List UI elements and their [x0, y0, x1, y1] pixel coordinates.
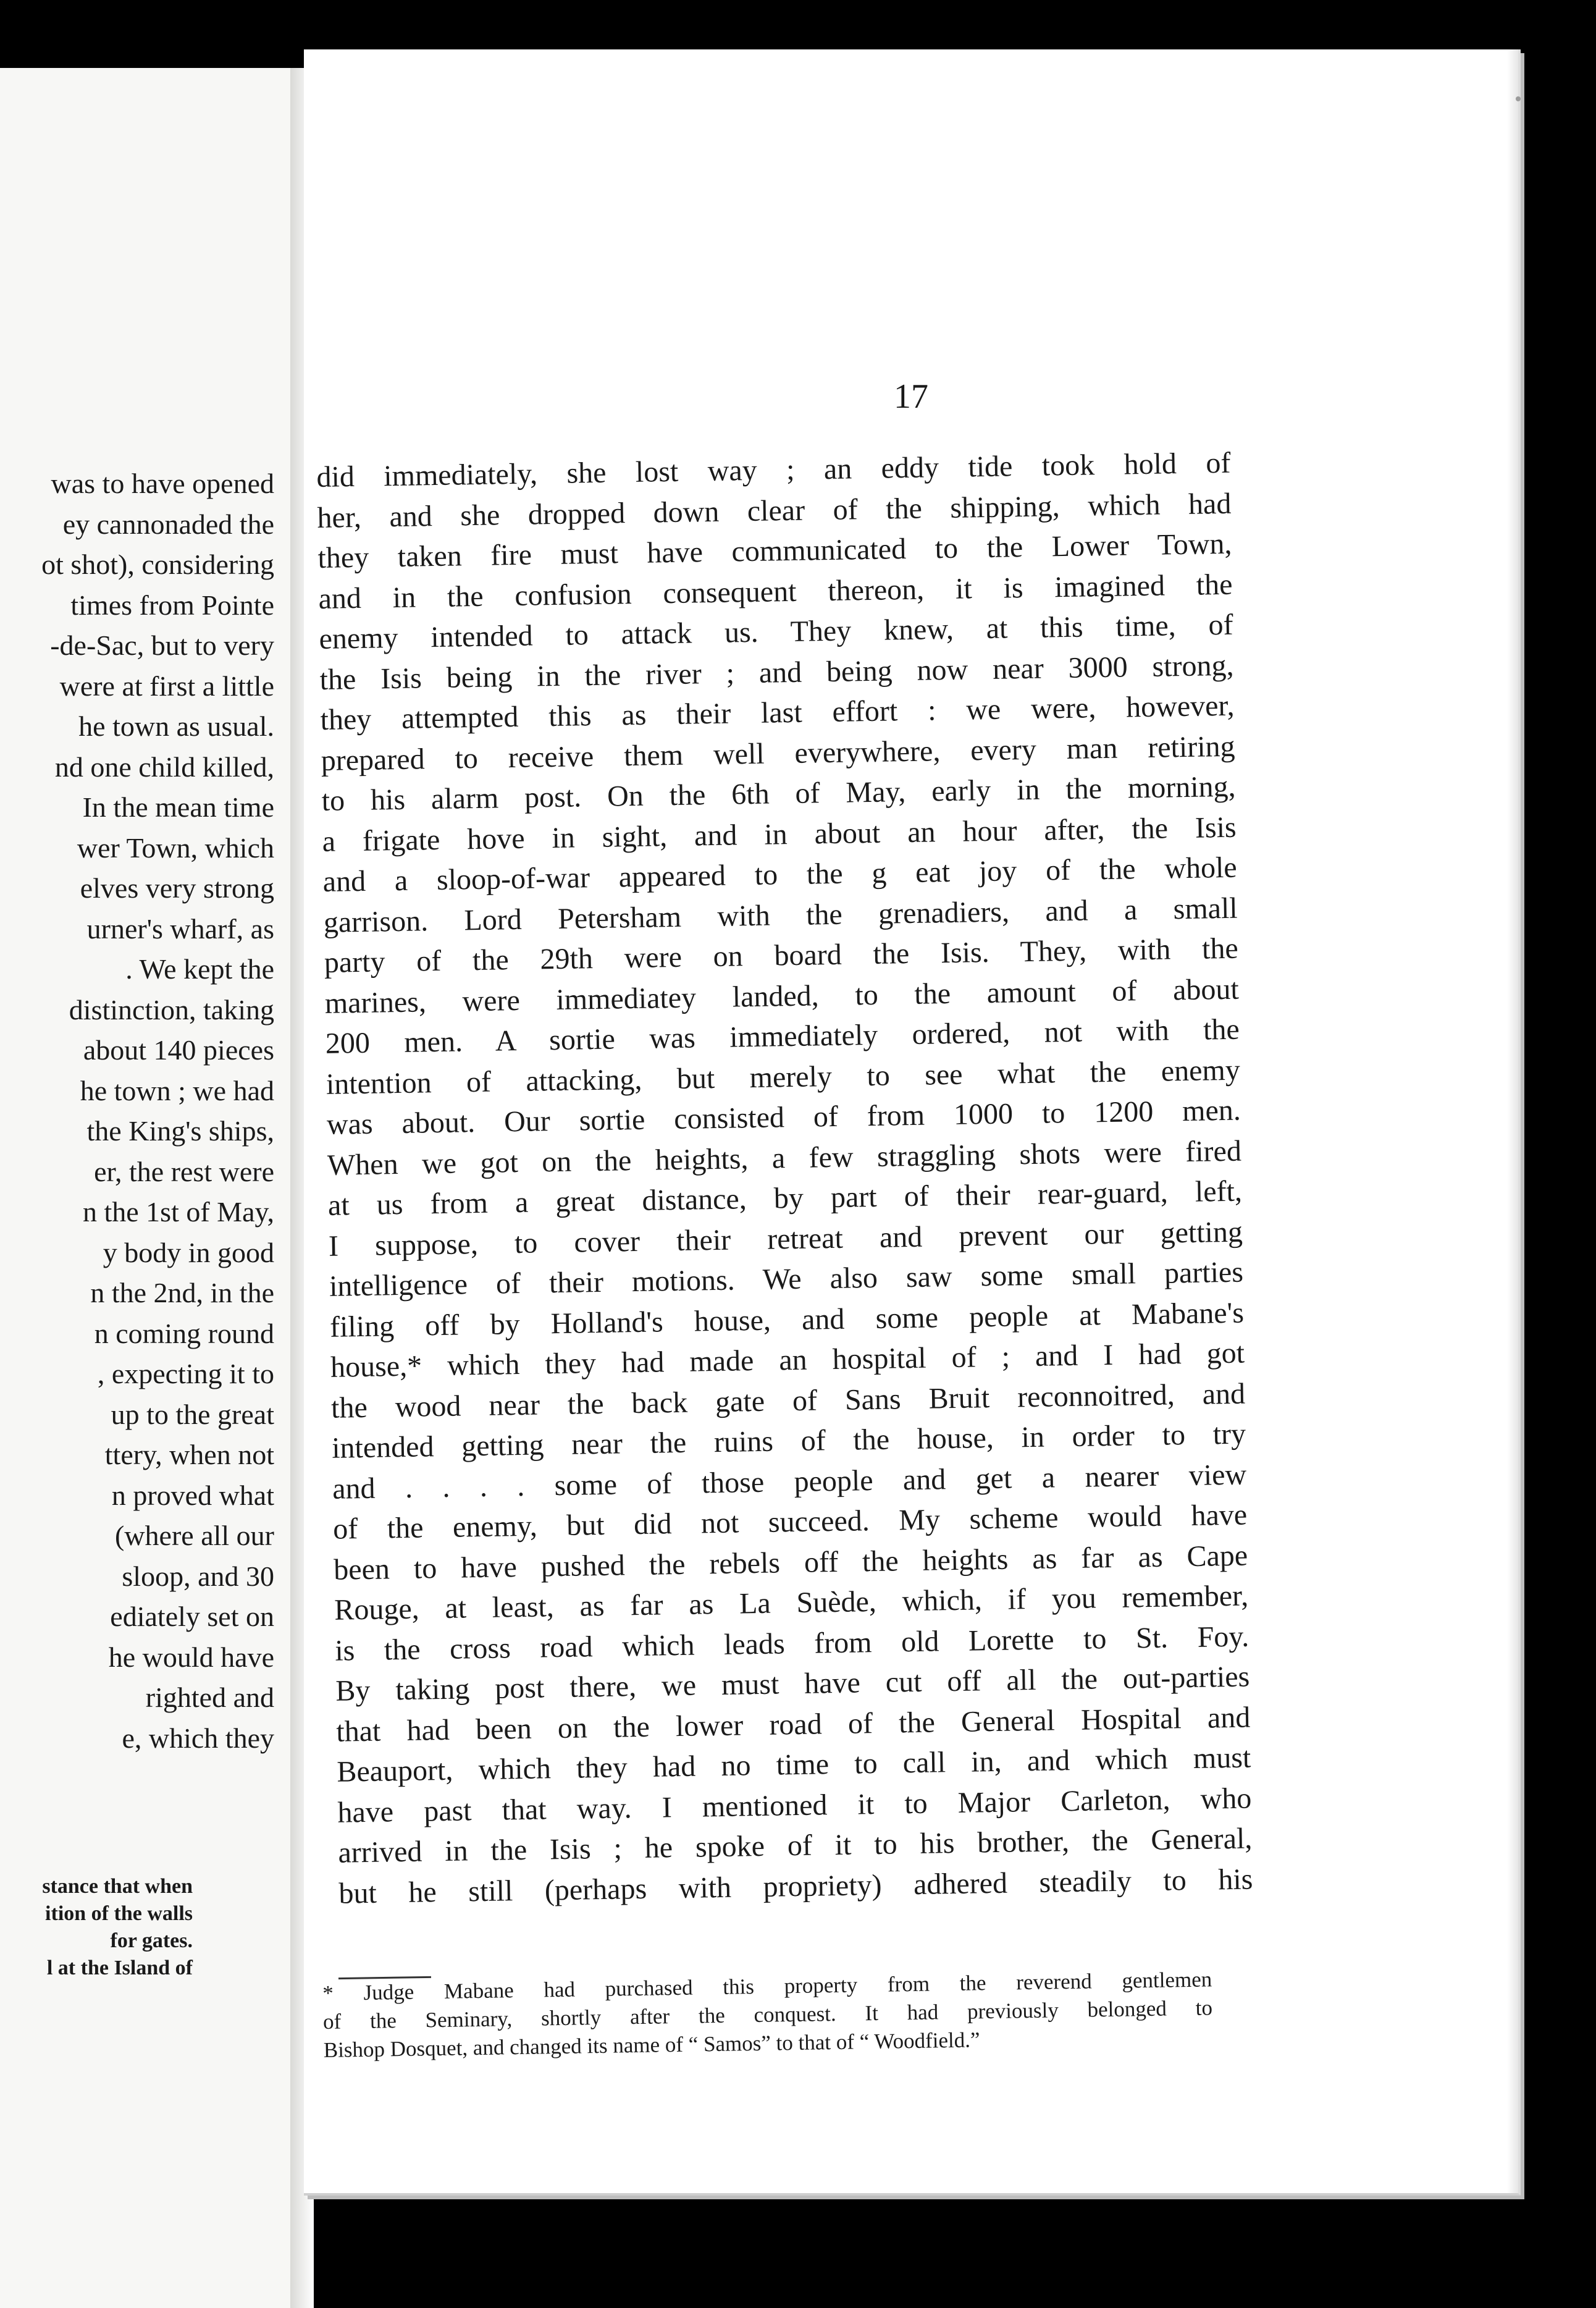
left-page [0, 68, 295, 2308]
left-page-line: er, the rest were [94, 1155, 274, 1187]
body-line: was about. Our sortie consisted of from 1000 to 1200 men. [326, 1093, 1241, 1141]
body-line: of the enemy, but did not succeed. My scheme would have [332, 1498, 1248, 1546]
left-page-note-line: for gates. [110, 1929, 193, 1952]
body-line: intended getting near the ruins of the house, in order to try [331, 1417, 1246, 1465]
left-page-line: e, which they [122, 1722, 274, 1754]
page-edge [1507, 49, 1518, 2193]
body-line: arrived in the Isis ; he spoke of it to his brother, the General, [338, 1822, 1253, 1869]
body-line: intention of attacking, but merely to see what the enemy [326, 1053, 1241, 1101]
body-line: a frigate hove in sight, and in about an hour after, the Isis [322, 811, 1237, 858]
left-page-note-line: ition of the walls [45, 1902, 193, 1925]
left-page-line: n proved what [111, 1479, 274, 1511]
body-line: When we got on the heights, a few straggling shots were fired [327, 1134, 1242, 1182]
body-line: they taken fire must have communicated to the Lower Town, [317, 527, 1232, 575]
body-line: marines, were immediatey landed, to the amount of about [324, 972, 1240, 1020]
left-page-line: , expecting it to [97, 1358, 274, 1389]
left-page-text [0, 463, 274, 1758]
left-page-note-line: stance that when [42, 1875, 193, 1898]
left-page-line: righted and [145, 1682, 274, 1713]
body-line: prepared to receive them well everywhere, every man retiring [321, 730, 1235, 777]
left-page-line: ediately set on [110, 1601, 274, 1632]
body-line: I suppose, to cover their retreat and prevent our getting [328, 1215, 1243, 1263]
left-page-line: y body in good [103, 1236, 274, 1268]
body-line: Beauport, which they had no time to call in, and which must [337, 1741, 1251, 1788]
body-line: her, and she dropped down clear of the shipping, which had [317, 487, 1232, 534]
body-line: have past that way. I mentioned it to Major Carleton, who [337, 1781, 1252, 1829]
body-line: and in the confusion consequent thereon, it is imagined the [318, 568, 1233, 615]
left-page-line: ey cannonaded the [62, 508, 274, 540]
left-page-line: he town ; we had [80, 1074, 274, 1106]
body-line: 200 men. A sortie was immediately ordered, not with the [325, 1013, 1240, 1060]
body-line: they attempted this as their last effort : we were, however, [320, 689, 1235, 736]
body-line: that had been on the lower road of the General Hospital and [335, 1701, 1251, 1748]
left-page-line: (where all our [115, 1520, 274, 1551]
body-line: house,* which they had made an hospital of ; and I had got [330, 1336, 1245, 1384]
left-page-line: In the mean time [82, 791, 274, 823]
left-page-line: wer Town, which [77, 832, 274, 864]
left-page-line: ttery, when not [104, 1439, 274, 1470]
body-line: enemy intended to attack us. They knew, at this time, of [319, 608, 1233, 655]
footnote [322, 1965, 1213, 2065]
left-page-line: elves very strong [80, 872, 274, 904]
left-page-line: -de-Sac, but to very [50, 630, 274, 661]
body-line: filing off by Holland's house, and some people at Mabane's [329, 1296, 1245, 1344]
body-line: to his alarm post. On the 6th of May, early in the morning, [321, 770, 1236, 817]
left-page-line: n coming round [94, 1317, 274, 1349]
left-page-line: distinction, taking [69, 993, 274, 1026]
body-line: at us from a great distance, by part of their rear-guard, left, [327, 1174, 1243, 1222]
body-line: did immediately, she lost way ; an eddy tide took hold of [316, 446, 1231, 494]
left-page-line: n the 2nd, in the [90, 1277, 274, 1308]
left-page-line: were at first a little [59, 670, 274, 702]
body-line: but he still (perhaps with propriety) adhered steadily to his [338, 1862, 1253, 1910]
right-page [304, 49, 1521, 2196]
footnote-line: of the Seminary, shortly after the conquest. It had previously belonged to [322, 1995, 1213, 2034]
body-line: Rouge, at least, as far as La Suède, which, if you remember, [334, 1579, 1249, 1627]
page-number: 17 [894, 377, 928, 416]
left-page-line: about 140 pieces [83, 1034, 274, 1066]
left-page-line: up to the great [111, 1398, 274, 1430]
left-page-note-line: l at the Island of [46, 1956, 193, 1979]
body-line: party of the 29th were on board the Isis. They, with the [324, 932, 1239, 979]
left-page-line: nd one child killed, [54, 751, 274, 783]
left-page-line: n the 1st of May, [82, 1196, 274, 1228]
body-line: By taking post there, we must have cut off all the out-parties [335, 1660, 1250, 1708]
body-line: is the cross road which leads from old Lorette to St. Foy. [334, 1620, 1250, 1667]
body-line: intelligence of their motions. We also saw some small parties [329, 1255, 1244, 1303]
left-page-line: the King's ships, [86, 1115, 274, 1147]
left-page-line: urner's wharf, as [86, 912, 274, 945]
footnote-line: Bishop Dosquet, and changed its name of “ Samos” to that of “ Woodfield.” [323, 2028, 980, 2062]
body-line: the wood near the back gate of Sans Bruit reconnoitred, and [330, 1377, 1246, 1425]
left-page-line: he town as usual. [78, 710, 274, 742]
body-line: the Isis being in the river ; and being now near 3000 strong, [319, 649, 1234, 696]
body-text [316, 443, 1253, 1914]
body-line: and . . . . some of those people and get a nearer view [332, 1458, 1247, 1506]
body-line: and a sloop-of-war appeared to the g eat joy of the whole [322, 851, 1238, 898]
left-page-line: . We kept the [125, 953, 274, 985]
left-page-line: was to have opened [51, 468, 274, 499]
left-page-line: he would have [108, 1641, 274, 1673]
left-page-line: ot shot), considering [41, 549, 274, 580]
left-page-line: times from Pointe [70, 589, 274, 621]
body-line: garrison. Lord Petersham with the grenadiers, and a small [323, 891, 1238, 939]
body-line: been to have pushed the rebels off the heights as far as Cape [333, 1539, 1248, 1586]
dust-speck [1516, 96, 1521, 101]
footnote-line: * Judge Mabane had purchased this property from the reverend gentlemen [322, 1967, 1212, 2005]
left-page-footnote [0, 1873, 193, 1982]
left-page-line: sloop, and 30 [122, 1560, 274, 1592]
